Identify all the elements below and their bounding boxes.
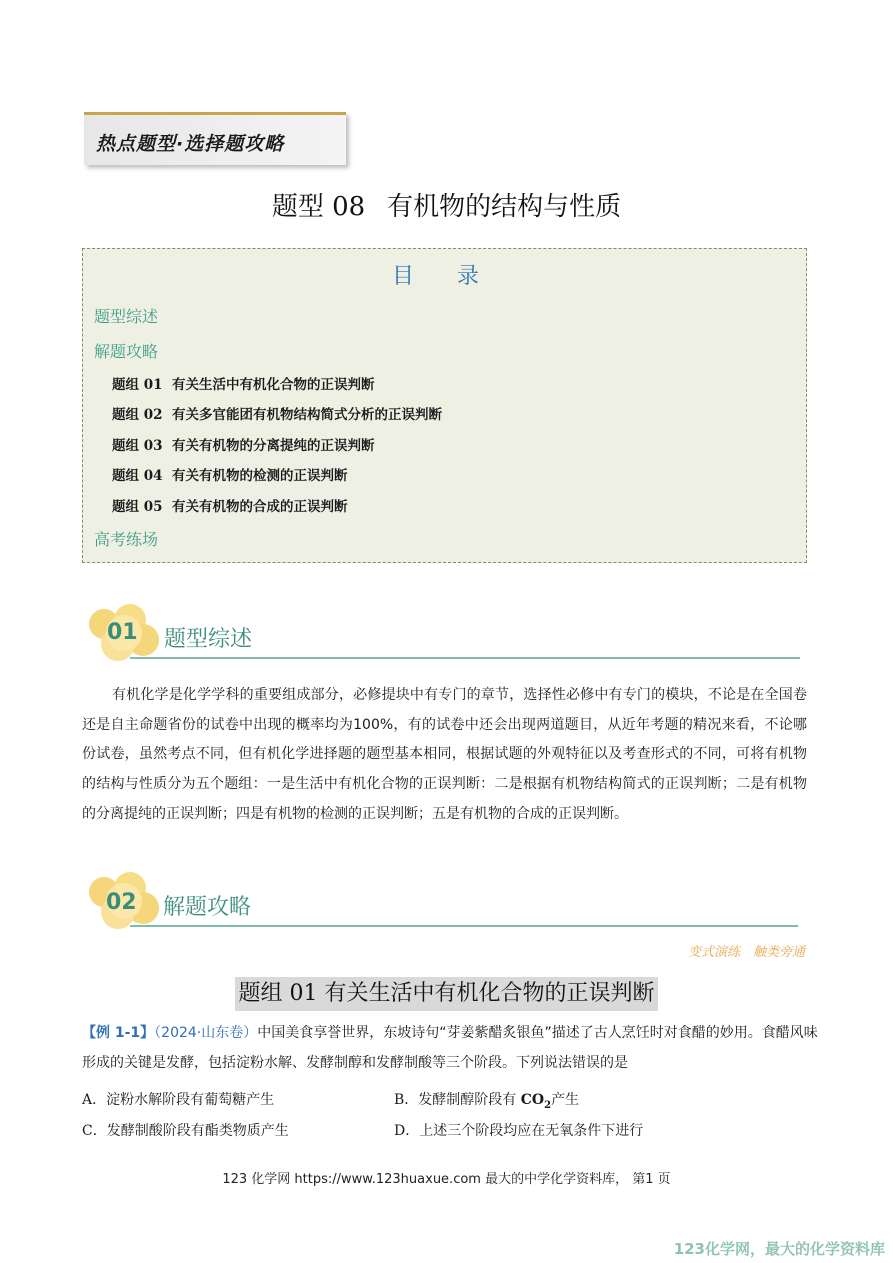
example-question — [82, 1018, 822, 1078]
option-d[interactable]: D．上述三个阶段均应在无氧条件下进行 — [394, 1123, 644, 1139]
toc-item-num: 题组 04 — [112, 468, 163, 484]
toc-item-num: 题组 01 — [112, 377, 163, 393]
page-title-prefix: 题型 08 — [271, 192, 366, 222]
toc-item-text: 有关有机物的合成的正误判断 — [172, 499, 348, 515]
toc-item-num: 题组 02 — [112, 407, 163, 423]
section-title-strategy: 解题攻略 — [163, 895, 252, 920]
section-title-overview: 题型综述 — [164, 627, 253, 652]
table-of-contents — [82, 248, 807, 563]
toc-item-text: 有关生活中有机化合物的正误判断 — [172, 377, 375, 393]
group-title-text: 题组 01 有关生活中有机化合物的正误判断 — [235, 977, 659, 1011]
option-b-subscript: 2 — [544, 1099, 552, 1111]
toc-section-strategy[interactable]: 解题攻略 — [94, 342, 159, 361]
toc-item-text: 有关有机物的分离提纯的正误判断 — [172, 438, 375, 454]
group-title — [0, 977, 893, 1011]
option-c[interactable]: C．发酵制酸阶段有酯类物质产生 — [82, 1123, 289, 1139]
watermark: 123化学网，最大的化学资料库 — [673, 1240, 885, 1258]
option-b-suffix: 产生 — [551, 1092, 580, 1108]
toc-item[interactable] — [112, 495, 348, 515]
toc-item-num: 题组 03 — [112, 438, 163, 454]
option-b-text: B．发酵制醇阶段有 — [394, 1092, 521, 1108]
example-source: （2024·山东卷） — [154, 1025, 258, 1041]
section-badge-number: 02 — [106, 890, 137, 915]
toc-item-num: 题组 05 — [112, 499, 163, 515]
section-badge-number: 01 — [107, 620, 138, 645]
page-footer: 123 化学网 https://www.123huaxue.com 最大的中学化学资料库， 第1 页 — [222, 1172, 671, 1187]
page-title — [0, 186, 893, 223]
option-b[interactable] — [394, 1089, 579, 1111]
toc-section-overview[interactable]: 题型综述 — [94, 307, 159, 326]
section-divider — [130, 925, 798, 927]
toc-item[interactable] — [112, 403, 442, 423]
section-divider — [130, 657, 800, 659]
header-tag-label: 热点题型·选择题攻略 — [96, 133, 285, 155]
toc-section-practice[interactable]: 高考练场 — [94, 530, 159, 549]
toc-item-text: 有关有机物的检测的正误判断 — [172, 468, 348, 484]
toc-item[interactable] — [112, 373, 375, 393]
page-title-text: 有机物的结构与性质 — [387, 192, 622, 222]
example-label: 【例 1-1】 — [82, 1025, 155, 1041]
toc-item[interactable] — [112, 464, 348, 484]
toc-heading: 目 录 — [392, 264, 497, 289]
toc-item-text: 有关多官能团有机物结构简式分析的正误判断 — [172, 407, 442, 423]
practice-hint: 变式演练 触类旁通 — [687, 945, 805, 960]
header-tag — [84, 112, 346, 165]
overview-paragraph: 有机化学是化学学科的重要组成部分，必修提块中有专门的章节，选择性必修中有专门的模块，不论是在全国卷还是自主命题省份的试卷中出现的概率均为100%，有的试卷中还会出现两道题目，从近年考题的精况来看，不论哪份试卷，虽然考点不同，但有机化学进择题的题型基本相同，根据试题的外观特征以及考查形式的不同，可将有机物的结构与性质分为五个题组：一是生活中有机化合物的正误判断：二是根据有机物结构简式的正误判断；二是有机物的分离提纯的正误判断；四是有机物的检测的正误判断；五是有机物的合成的正误判断。 — [82, 687, 807, 822]
option-a[interactable]: A．淀粉水解阶段有葡萄糖产生 — [82, 1092, 275, 1108]
toc-item[interactable] — [112, 434, 375, 454]
option-b-formula: CO — [520, 1092, 545, 1108]
example-stem: 中国美食享誉世界，东坡诗句“芽姜紫醋炙银鱼”描述了古人烹饪时对食醋的妙用。食醋风味形成的关键是发酵，包括淀粉水解、发酵制醇和发酵制酸等三个阶段。下列说法错误的是 — [82, 1025, 818, 1071]
